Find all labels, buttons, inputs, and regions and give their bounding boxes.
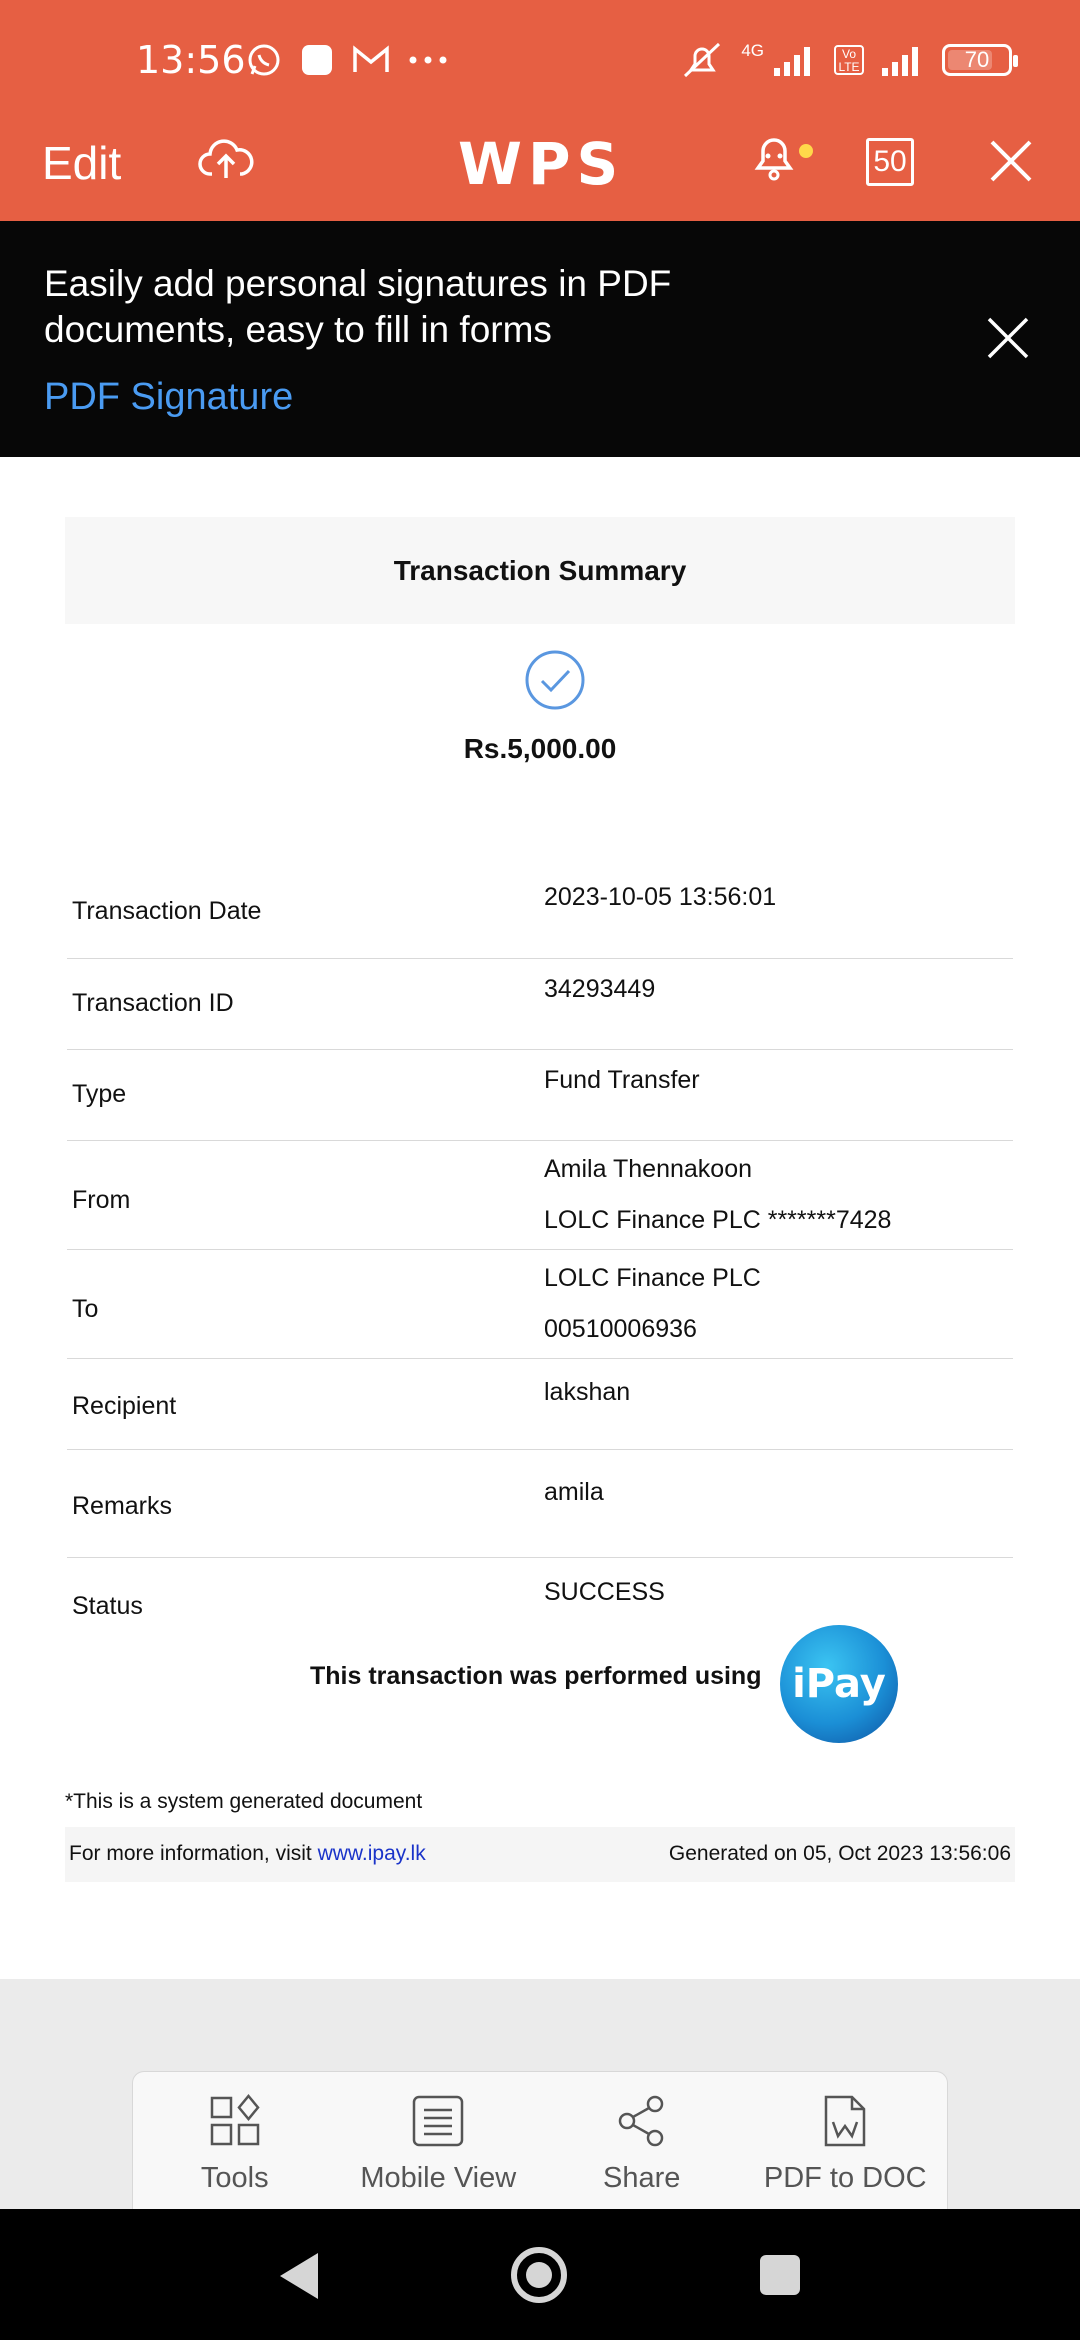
table-row xyxy=(67,1359,1013,1450)
row-value-line: 34293449 xyxy=(544,975,656,1003)
ipay-logo-text: iPay xyxy=(792,1661,886,1707)
row-value xyxy=(544,1467,604,1518)
row-value xyxy=(544,1367,630,1418)
notification-dot xyxy=(799,144,813,158)
table-row xyxy=(67,959,1013,1050)
footer-info-text: For more information, visit xyxy=(69,1842,312,1865)
battery-level: 70 xyxy=(964,47,990,72)
pdf-to-doc-label: PDF to DOC xyxy=(763,2162,927,2194)
mobile-view-button[interactable] xyxy=(337,2072,541,2209)
performed-using-text: This transaction was performed using xyxy=(310,1662,762,1690)
system-nav-bar xyxy=(0,2209,1080,2340)
transaction-amount: Rs.5,000.00 xyxy=(463,733,617,764)
close-icon[interactable] xyxy=(988,138,1034,184)
share-icon xyxy=(615,2094,669,2148)
back-icon[interactable] xyxy=(278,2251,320,2301)
row-label: Recipient xyxy=(72,1392,177,1420)
row-value xyxy=(544,872,776,923)
row-value-line: SUCCESS xyxy=(544,1578,665,1606)
app-bar xyxy=(0,120,1080,221)
home-icon[interactable] xyxy=(511,2247,567,2303)
table-row xyxy=(67,1050,1013,1141)
status-bar xyxy=(0,0,1080,120)
page-count-button[interactable]: 50 xyxy=(866,138,914,186)
tools-grid-icon xyxy=(208,2094,262,2148)
system-generated-note: *This is a system generated document xyxy=(65,1790,423,1813)
tools-label: Tools xyxy=(200,2162,269,2194)
row-label: Type xyxy=(72,1080,127,1108)
row-value xyxy=(544,964,655,1015)
row-value-line: amila xyxy=(544,1478,604,1506)
table-row xyxy=(67,1450,1013,1558)
volte-badge: Vo LTE xyxy=(834,45,864,75)
table-row xyxy=(67,867,1013,959)
pdf-to-doc-button[interactable] xyxy=(744,2072,948,2209)
mobile-view-label: Mobile View xyxy=(360,2162,517,2194)
row-value-line: 2023-10-05 13:56:01 xyxy=(544,883,777,911)
pdf-document xyxy=(0,457,1080,1979)
status-notification-icons xyxy=(246,42,448,78)
share-label: Share xyxy=(603,2162,681,2194)
signal-icon-2 xyxy=(880,42,926,78)
bottom-toolbar xyxy=(132,2071,948,2209)
wps-logo: WPS xyxy=(458,130,625,198)
success-check-icon xyxy=(524,649,586,711)
notification-bell-icon[interactable] xyxy=(746,130,802,186)
tools-button[interactable] xyxy=(133,2072,337,2209)
row-label: Remarks xyxy=(72,1492,173,1520)
edit-button[interactable]: Edit xyxy=(42,137,122,189)
row-label: Transaction ID xyxy=(72,989,234,1017)
gmail-icon xyxy=(352,45,390,75)
battery-icon xyxy=(942,44,1012,76)
top-bar xyxy=(0,0,1080,221)
share-button[interactable] xyxy=(540,2072,744,2209)
row-value-line: 00510006936 xyxy=(544,1315,697,1343)
row-value-line: lakshan xyxy=(544,1378,631,1406)
mobile-view-icon xyxy=(411,2094,465,2148)
more-notifications-icon xyxy=(408,55,448,65)
pdf-to-doc-icon xyxy=(818,2094,872,2148)
banner-message: Easily add personal signatures in PDF documents, easy to fill in forms xyxy=(44,263,672,350)
row-label: Transaction Date xyxy=(72,897,262,925)
recent-apps-icon[interactable] xyxy=(760,2255,800,2295)
banner-close-icon[interactable] xyxy=(986,316,1030,360)
table-row xyxy=(67,1250,1013,1359)
table-row xyxy=(67,1141,1013,1250)
row-value xyxy=(544,1253,761,1355)
row-value-line: LOLC Finance PLC xyxy=(544,1264,761,1292)
signal-icon xyxy=(772,42,818,78)
transaction-details-table xyxy=(67,867,1013,1628)
pdf-signature-link[interactable]: PDF Signature xyxy=(44,376,294,418)
app-notification-icon xyxy=(300,43,334,77)
row-value-line: LOLC Finance PLC *******7428 xyxy=(544,1206,892,1234)
row-label: From xyxy=(72,1186,131,1214)
row-value xyxy=(544,1567,665,1618)
row-value-line: Amila Thennakoon xyxy=(544,1155,753,1183)
upload-icon[interactable] xyxy=(198,134,254,184)
row-value xyxy=(544,1144,891,1246)
whatsapp-icon xyxy=(246,42,282,78)
document-footer xyxy=(65,1827,1015,1882)
ipay-logo xyxy=(780,1625,898,1743)
generated-on-text: Generated on 05, Oct 2023 13:56:06 xyxy=(668,1842,1011,1865)
mute-icon xyxy=(679,40,725,80)
row-label: Status xyxy=(72,1592,143,1620)
transaction-summary-title: Transaction Summary xyxy=(65,517,1015,624)
row-label: To xyxy=(72,1295,99,1323)
network-4g-label: 4G xyxy=(741,41,764,60)
status-system-icons xyxy=(679,40,1012,80)
promo-banner xyxy=(0,221,1080,457)
row-value xyxy=(544,1055,700,1106)
table-row xyxy=(67,1558,1013,1628)
row-value-line: Fund Transfer xyxy=(544,1066,700,1094)
status-time: 13:56 xyxy=(136,38,246,82)
ipay-website-link[interactable]: www.ipay.lk xyxy=(317,1842,426,1865)
footer-info xyxy=(69,1842,426,1866)
